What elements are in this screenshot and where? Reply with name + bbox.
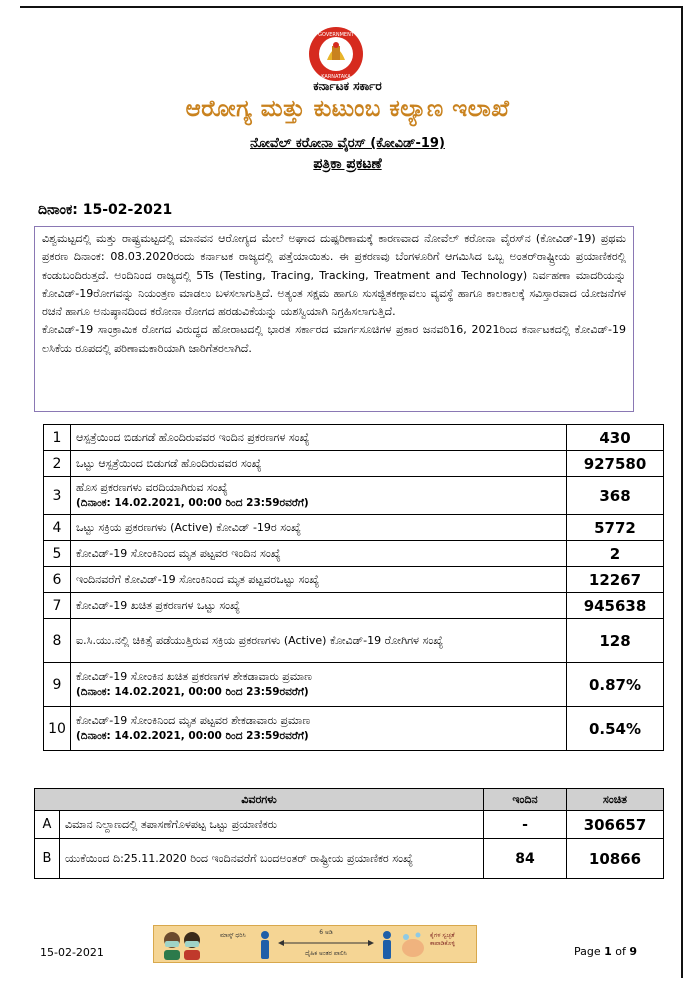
row-note: (ದಿನಾಂಕ: 14.02.2021, 00:00 ರಿಂದ 23:59ರವರೆಗೆ) <box>76 686 309 698</box>
row-value: 12267 <box>567 567 664 593</box>
covid-safety-banner <box>153 925 477 963</box>
row-value: 927580 <box>567 451 664 477</box>
row-label: ಒಟ್ಟು ಸಕ್ರಿಯ ಪ್ರಕರಣಗಳು (Active) ಕೋವಿಡ್ -19ರ ಸಂಖ್ಯೆ <box>71 515 567 541</box>
row-note: (ದಿನಾಂಕ: 14.02.2021, 00:00 ರಿಂದ 23:59ರವರೆಗೆ) <box>76 497 309 509</box>
row-letter: A <box>35 811 60 839</box>
table-row <box>44 451 664 477</box>
row-number: 1 <box>44 425 71 451</box>
row-value: 945638 <box>567 593 664 619</box>
banner-distance-top: 6 ಅಡಿ <box>319 929 333 936</box>
row-label-cell <box>71 477 567 515</box>
row-cumulative: 10866 <box>567 839 664 879</box>
page-label: Page <box>574 945 601 958</box>
department-title: ಆರೋಗ್ಯ ಮತ್ತು ಕುಟುಂಬ ಕಲ್ಯಾಣ ಇಲಾಖೆ <box>185 96 510 122</box>
row-label: ಕೋವಿಡ್-19 ಸೋಂಕಿನಿಂದ ಮೃತ ಪಟ್ಟವರ ಇಂದಿನ ಸಂಖ್ಯೆ <box>71 541 567 567</box>
emblem-text-bottom: KARNATAKA <box>321 74 351 80</box>
person-icon <box>380 930 394 960</box>
row-value: 430 <box>567 425 664 451</box>
header-details: ವಿವರಗಳು <box>35 789 484 811</box>
subtitle: ನೋವೆಲ್ ಕರೋನಾ ವೈರಸ್ (ಕೋವಿಡ್-19) <box>250 136 445 151</box>
table-row <box>44 593 664 619</box>
row-number: 8 <box>44 619 71 663</box>
row-today: 84 <box>484 839 567 879</box>
footer-date: 15-02-2021 <box>40 946 104 959</box>
row-number: 10 <box>44 707 71 751</box>
page-current: 1 <box>604 945 612 958</box>
travel-header-row <box>35 789 664 811</box>
table-row <box>44 541 664 567</box>
table-row <box>44 663 664 707</box>
government-name: ಕರ್ನಾಟಕ ಸರ್ಕಾರ <box>313 79 382 93</box>
table-row <box>44 707 664 751</box>
row-value: 0.54% <box>567 707 664 751</box>
row-number: 7 <box>44 593 71 619</box>
row-value: 128 <box>567 619 664 663</box>
row-label-cell <box>71 707 567 751</box>
row-label: ಇಂದಿನವರೆಗೆ ಕೋವಿಡ್-19 ಸೋಂಕಿನಿಂದ ಮೃತ ಪಟ್ಟವರಒಟ್ಟು ಸಂಖ್ಯೆ <box>71 567 567 593</box>
emblem-text-top: GOVERNMENT <box>318 32 354 38</box>
row-value: 2 <box>567 541 664 567</box>
table-row <box>44 425 664 451</box>
row-label: ವಿಮಾನ ನಿಲ್ದಾಣದಲ್ಲಿ ತಪಾಸಣೆಗೊಳಪಟ್ಟ ಒಟ್ಟು ಪ್ರಯಾಣಿಕರು <box>60 811 484 839</box>
page-total: 9 <box>629 945 638 958</box>
travel-table <box>34 788 664 879</box>
row-value: 5772 <box>567 515 664 541</box>
masked-people-icon <box>160 930 216 960</box>
table-row <box>44 477 664 515</box>
bulletin-date: ದಿನಾಂಕ: 15-02-2021 <box>38 202 173 218</box>
press-release-title: ಪತ್ರಿಕಾ ಪ್ರಕಟಣೆ <box>313 156 382 172</box>
hand-wash-icon <box>400 931 426 959</box>
row-number: 3 <box>44 477 71 515</box>
row-label: ಐ.ಸಿ.ಯು.ನಲ್ಲಿ ಚಿಕಿತ್ಸೆ ಪಡೆಯುತ್ತಿರುವ ಸಕ್ರಿಯ ಪ್ರಕರಣಗಳು (Active) ಕೋವಿಡ್-19 ರೋಗಿಗಳ ಸಂಖ್ಯೆ <box>71 619 567 663</box>
distance-arrow-icon <box>278 939 374 947</box>
row-number: 9 <box>44 663 71 707</box>
banner-distance-bottom: ದೈಹಿಕ ಅಂತರ ಪಾಲಿಸಿ <box>305 950 347 957</box>
banner-mask-text: ಮಾಸ್ಕ್ ಧರಿಸಿ <box>220 932 246 939</box>
intro-box <box>34 226 634 412</box>
row-value: 368 <box>567 477 664 515</box>
row-label: ಒಟ್ಟು ಆಸ್ಪತ್ರೆಯಿಂದ ಬಿಡುಗಡೆ ಹೊಂದಿರುವವರ ಸಂಖ್ಯೆ <box>71 451 567 477</box>
row-label: ಕೋವಿಡ್-19 ಸೋಂಕಿನಿಂದ ಮೃತ ಪಟ್ಟವರ ಶೇಕಡಾವಾರು ಪ್ರಮಾಣ <box>76 714 311 727</box>
intro-paragraph-2: ಕೋವಿಡ್-19 ಸಾಂಕ್ರಾಮಿಕ ರೋಗದ ವಿರುದ್ಧದ ಹೋರಾಟದಲ್ಲಿ ಭಾರತ ಸರ್ಕಾರದ ಮಾರ್ಗಸೂಚಿಗಳ ಪ್ರಕಾರ ಜನವರಿ16, 2021ರಿಂದ ಕರ್ನಾಟಕದಲ್ಲಿ ಕೋವಿಡ್-19 ಲಸಿಕೆಯ ರೂಪದಲ್ಲಿ ಪರಿಣಾಮಕಾರಿಯಾಗಿ ಜಾರಿಗೆತರಲಾಗಿದೆ. <box>42 323 626 355</box>
header-cumulative: ಸಂಚಿತ <box>567 789 664 811</box>
row-label: ಕೋವಿಡ್-19 ಸೋಂಕಿನ ಖಚಿತ ಪ್ರಕರಣಗಳ ಶೇಕಡಾವಾರು ಪ್ರಮಾಣ <box>76 670 312 683</box>
row-letter: B <box>35 839 60 879</box>
row-label-cell <box>71 663 567 707</box>
intro-paragraph-1: ವಿಶ್ವಮಟ್ಟದಲ್ಲಿ ಮತ್ತು ರಾಷ್ಟ್ರಮಟ್ಟದಲ್ಲಿ ಮಾನವನ ಆರೋಗ್ಯದ ಮೇಲೆ ಅಘಾದ ದುಷ್ಪರಿಣಾಮಕ್ಕೆ ಕಾರಣವಾದ ನೋವೆಲ್ ಕರೋನಾ ವೈರಸ್‌ನ (ಕೋವಿಡ್-19) ಪ್ರಥಮ ಪ್ರಕರಣ ದಿನಾಂಕ: 08.03.2020ರಂದು ಕರ್ನಾಟಕ ರಾಜ್ಯದಲ್ಲಿ ಪತ್ತೆಯಾಯಿತು. ಈ ಪ್ರಕರಣವು ಬೆಂಗಳೂರಿಗೆ ಆಗಮಿಸಿದ ಒಬ್ಬ ಅಂತರ್‌ರಾಷ್ಟ್ರೀಯ ಪ್ರಯಾಣಿಕರಲ್ಲಿ ಕಂಡುಬಂದಿರುತ್ತದೆ. ಅಂದಿನಿಂದ ರಾಜ್ಯದಲ್ಲಿ 5Ts (Testing, Tracing, Tracking, Treatment and Technology) ನಿರ್ವಹಣಾ ಮಾದರಿಯನ್ನು ಕೋವಿಡ್-19ರೋಗವನ್ನು ನಿಯಂತ್ರಣ ಮಾಡಲು ಬಳಸಲಾಗುತ್ತಿದೆ. ಅತ್ಯಂತ ಸಕ್ಷಮ ಹಾಗೂ ಸುಸಜ್ಜಿತಕಣ್ಗಾವಲು ವ್ಯವಸ್ಥೆ ಹಾಗೂ ಕಾಲಕಾಲಕ್ಕೆ ಸವಿಸ್ತಾರವಾದ ಯೋಜನೆಗಳ ರಚನೆ ಹಾಗೂ ಅನುಷ್ಠಾನದಿಂದ ಕರೋನಾ ರೋಗದ ಹರಡುವಿಕೆಯನ್ನು ಯಶಸ್ವಿಯಾಗಿ ನಿಗ್ರಹಿಸಲಾಗುತ್ತಿದೆ. <box>42 232 626 319</box>
stats-table <box>43 424 664 751</box>
table-row <box>44 567 664 593</box>
header-today: ಇಂದಿನ <box>484 789 567 811</box>
row-label: ಯುಕೆಯಿಂದ ದಿ:25.11.2020 ರಿಂದ ಇಂದಿನವರೆಗೆ ಬಂದಅಂತರ್ ರಾಷ್ಟ್ರೀಯ ಪ್ರಯಾಣಿಕರ ಸಂಖ್ಯೆ <box>60 839 484 879</box>
row-number: 5 <box>44 541 71 567</box>
row-value: 0.87% <box>567 663 664 707</box>
table-row <box>35 839 664 879</box>
row-number: 4 <box>44 515 71 541</box>
page-of: of <box>615 945 626 958</box>
row-cumulative: 306657 <box>567 811 664 839</box>
row-label: ಹೊಸ ಪ್ರಕರಣಗಳು ವರದಿಯಾಗಿರುವ ಸಂಖ್ಯೆ <box>76 481 228 494</box>
banner-hands-text: ಕೈಗಳ ಸ್ವಚ್ಛತೆ ಕಾಪಾಡಿಕೊಳ್ಳಿ <box>430 932 455 947</box>
row-note: (ದಿನಾಂಕ: 14.02.2021, 00:00 ರಿಂದ 23:59ರವರೆಗೆ) <box>76 730 309 742</box>
row-number: 6 <box>44 567 71 593</box>
person-icon <box>258 930 272 960</box>
table-row <box>35 811 664 839</box>
table-row <box>44 619 664 663</box>
table-row <box>44 515 664 541</box>
row-label: ಕೋವಿಡ್-19 ಖಚಿತ ಪ್ರಕರಣಗಳ ಒಟ್ಟು ಸಂಖ್ಯೆ <box>71 593 567 619</box>
row-number: 2 <box>44 451 71 477</box>
row-today: - <box>484 811 567 839</box>
row-label: ಆಸ್ಪತ್ರೆಯಿಂದ ಬಿಡುಗಡೆ ಹೊಂದಿರುವವರ ಇಂದಿನ ಪ್ರಕರಣಗಳ ಸಂಖ್ಯೆ <box>71 425 567 451</box>
page-number <box>574 945 637 958</box>
